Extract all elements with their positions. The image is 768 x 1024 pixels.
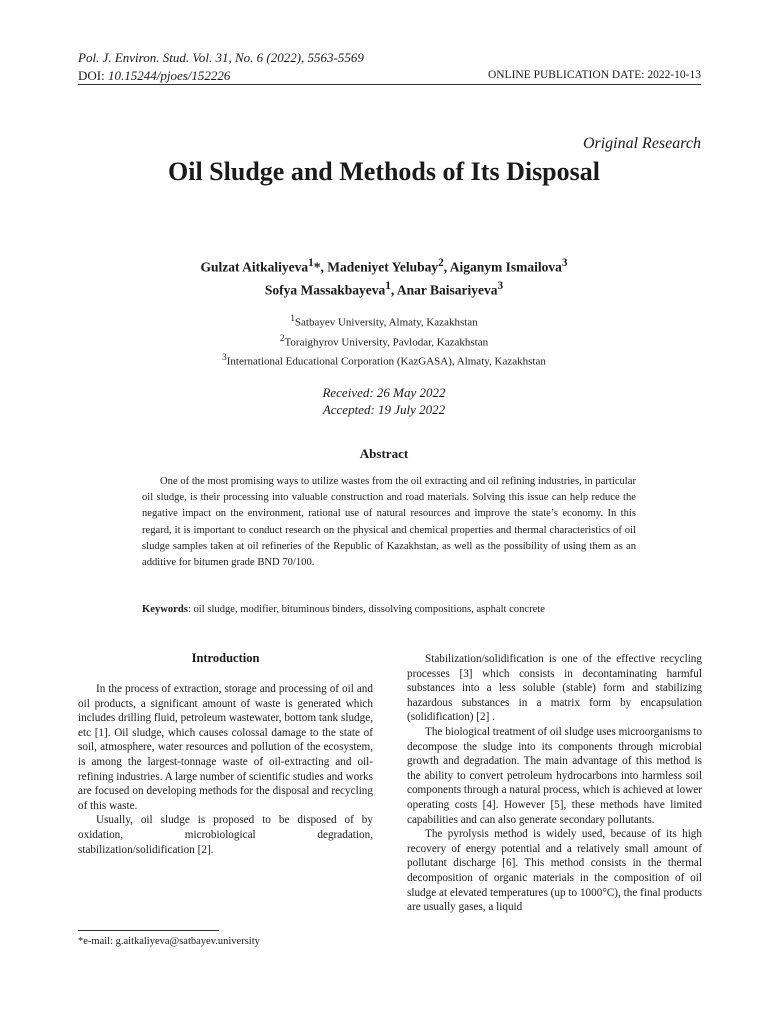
header-rule <box>78 84 701 85</box>
affiliation-sup: 1 <box>290 313 295 323</box>
author-separator: , <box>443 259 450 275</box>
author-affil-sup: 3 <box>561 257 568 269</box>
body-paragraph: Usually, oil sludge is proposed to be disposed of by oxidation, microbiological degradation, stabilization/solidification [2]. <box>78 814 373 856</box>
footnote-rule <box>78 930 219 931</box>
author-name: Sofya Massakbayeva <box>264 282 386 297</box>
introduction-heading: Introduction <box>191 651 260 665</box>
keywords-label: Keywords <box>142 604 188 615</box>
author-line-1 <box>60 254 708 277</box>
affiliation <box>60 350 708 370</box>
affiliation-text: Satbayev University, Almaty, Kazakhstan <box>294 316 478 329</box>
author-separator: , <box>390 282 397 297</box>
left-column <box>78 682 373 857</box>
author-list <box>60 254 708 299</box>
body-paragraph: Stabilization/solidification is one of the effective recycling processes [3] which consists in decontaminating harmful substances into a less soluble (stable) form and stabilizing hazardous substances in a matrix form by encapsulation (solidification) [2] . <box>407 653 702 724</box>
affiliation <box>60 311 708 331</box>
body-paragraph: The pyrolysis method is widely used, because of its high recovery of energy potential and a relatively small amount of pollutant discharge [6]. This method consists in the thermal decomposition of organic materials in the composition of oil sludge at elevated temperatures (up to 1000°C), the final products are usually gases, a liquid <box>407 828 702 914</box>
affiliation <box>60 331 708 351</box>
footnote-email: *e-mail: g.aitkaliyeva@satbayev.university <box>78 936 260 947</box>
abstract-text: One of the most promising ways to utilize wastes from the oil extracting and oil refining industries, in particular oil sludge, is their processing into valuable construction and road materials. Solving this issue can help reduce the negative impact on the environment, rational use of natural resources and improve the state’s economy. In this regard, it is important to conduct research on the physical and chemical properties and thermal characteristics of oil sludge samples taken at oil refineries of the Republic of Kazakhstan, as well as the possibility of using them as an additive for bitumen grade BND 70/100. <box>142 476 636 569</box>
author-line-2 <box>60 277 708 300</box>
accepted-date: Accepted: 19 July 2022 <box>322 402 446 417</box>
doi-label: DOI: <box>78 68 105 83</box>
right-column <box>407 652 702 915</box>
journal-citation: Pol. J. Environ. Stud. Vol. 31, No. 6 (2022), 5563-5569 <box>78 50 364 65</box>
keywords-text: : oil sludge, modifier, bituminous binders, dissolving compositions, asphalt concrete <box>187 604 545 615</box>
author-affil-sup: 2 <box>438 257 444 269</box>
affiliation-text: International Educational Corporation (KazGASA), Almaty, Kazakhstan <box>226 355 546 368</box>
author-separator: *, <box>313 259 328 275</box>
received-date: Received: 26 May 2022 <box>322 385 446 400</box>
affiliation-text: Toraighyrov University, Pavlodar, Kazakhstan <box>284 336 489 349</box>
publication-date: ONLINE PUBLICATION DATE: 2022-10-13 <box>487 69 701 81</box>
article-type: Original Research <box>582 135 701 152</box>
body-paragraph: In the process of extraction, storage and processing of oil and oil products, a significant amount of waste is generated which includes drilling fluid, petroleum wastewater, bottom tank sludge, etc [1]. Oil sludge, which causes colossal damage to the state of soil, atmosphere, water resources and pollution of the ecosystem, is among the largest-tonnage waste of oil-extracting and oil-refining industries. A large number of scientific studies and works are focused on developing methods for the disposal and recycling of this waste. <box>78 683 373 812</box>
author-name: Gulzat Aitkaliyeva <box>200 259 309 275</box>
abstract-heading: Abstract <box>359 446 409 461</box>
article-dates <box>60 384 708 418</box>
paper-title: Oil Sludge and Methods of Its Disposal <box>168 157 600 186</box>
affiliation-sup: 2 <box>279 332 285 343</box>
affiliation-sup: 3 <box>222 352 227 363</box>
author-affil-sup: 1 <box>385 279 391 292</box>
body-paragraph: The biological treatment of oil sludge uses microorganisms to decompose the sludge into its components through microbial growth and degradation. The main advantage of this method is the ability to convert petroleum hydrocarbons into harmless soil components through a natural process, which is achieved at lower operating costs [4]. However [5], these methods have limited capabilities and can also generate secondary pollutants. <box>407 725 702 826</box>
author-affil-sup: 3 <box>497 279 504 292</box>
keywords <box>142 602 636 618</box>
author-name: Madeniyet Yelubay <box>327 259 439 275</box>
affiliation-list <box>60 311 708 370</box>
doi-line <box>78 68 230 84</box>
author-name: Anar Baisariyeva <box>396 282 498 297</box>
doi-link[interactable]: 10.15244/pjoes/152226 <box>107 68 231 83</box>
author-affil-sup: 1 <box>308 257 314 269</box>
author-name: Aiganym Ismailova <box>449 259 562 275</box>
